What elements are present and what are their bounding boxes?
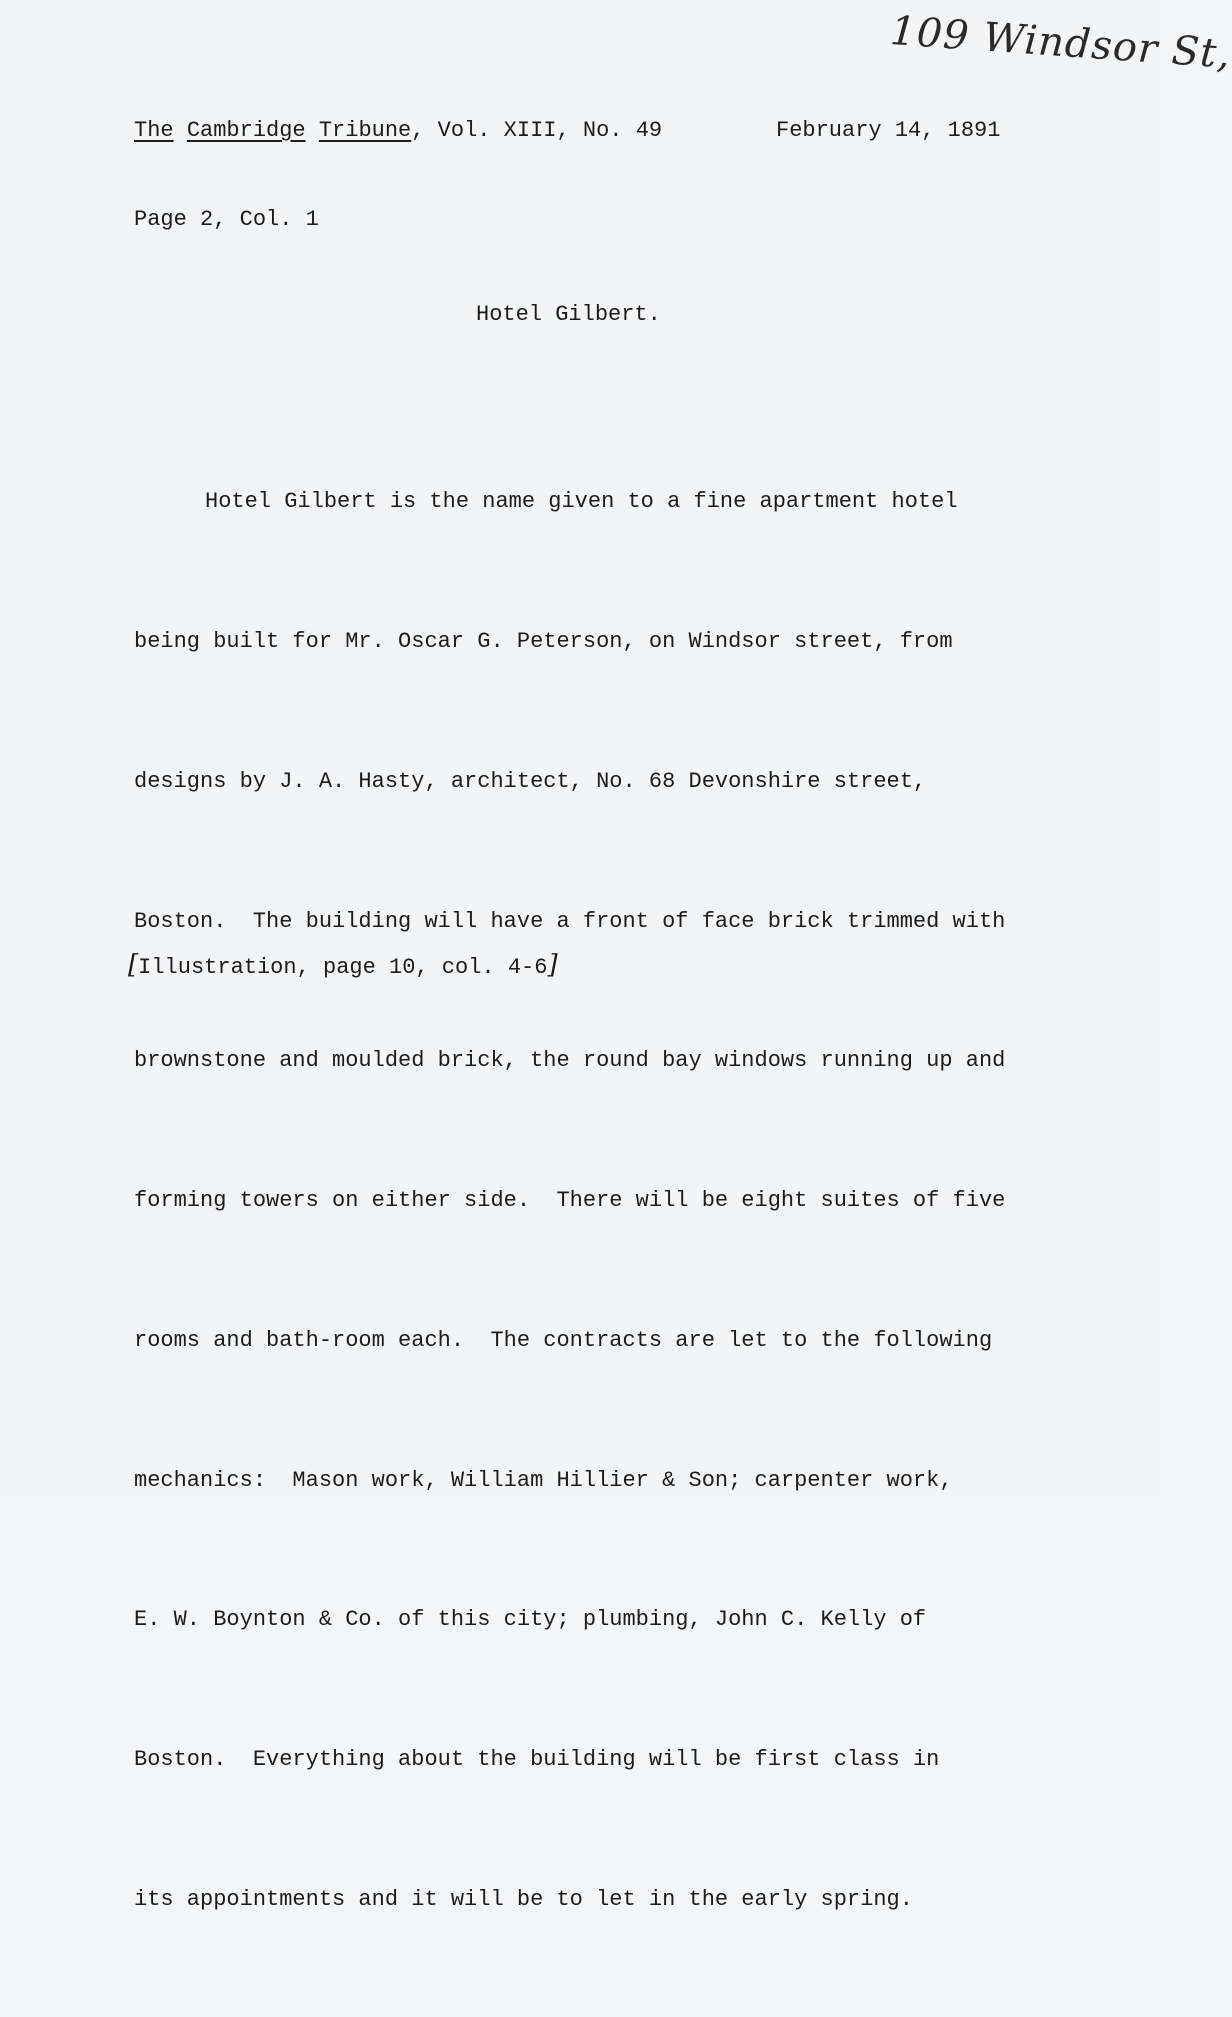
article-line: being built for Mr. Oscar G. Peterson, on Windsor street, from xyxy=(134,628,953,654)
citation-header xyxy=(134,108,662,155)
article-line: Hotel Gilbert is the name given to a fine apartment hotel xyxy=(205,489,958,515)
publication-cambridge: Cambridge xyxy=(186,118,306,143)
article-body xyxy=(134,386,1094,2017)
article-line: mechanics: Mason work, William Hillier & Son; carpenter work, xyxy=(134,1467,953,1493)
article-line: E. W. Boynton & Co. of this city; plumbing, John C. Kelly of xyxy=(134,1607,927,1633)
article-line: designs by J. A. Hasty, architect, No. 68 Devonshire street, xyxy=(134,768,927,794)
article-title: Hotel Gilbert. xyxy=(476,302,661,327)
publication-tribune: Tribune xyxy=(318,118,412,143)
article-line: rooms and bath-room each. The contracts are let to the following xyxy=(134,1327,993,1353)
article-line: forming towers on either side. There will be eight suites of five xyxy=(134,1188,1006,1214)
publication-date: February 14, 1891 xyxy=(776,118,1001,143)
article-line: brownstone and moulded brick, the round bay windows running up and xyxy=(134,1048,1006,1074)
article-line: Boston. Everything about the building will be first class in xyxy=(134,1747,940,1773)
close-bracket: ] xyxy=(547,950,558,980)
publication-the: The xyxy=(134,118,174,143)
volume-info: , Vol. XIII, No. 49 xyxy=(411,118,663,143)
article-line: its appointments and it will be to let in the early spring. xyxy=(134,1887,913,1912)
page-column-reference: Page 2, Col. 1 xyxy=(134,207,319,232)
article-line: Boston. The building will have a front of face brick trimmed with xyxy=(134,908,1006,934)
handwritten-address-note: 109 Windsor St, xyxy=(888,8,1232,78)
open-bracket: [ xyxy=(128,950,139,980)
illustration-note xyxy=(128,942,558,992)
illustration-text: Illustration, page 10, col. 4-6 xyxy=(138,955,548,980)
